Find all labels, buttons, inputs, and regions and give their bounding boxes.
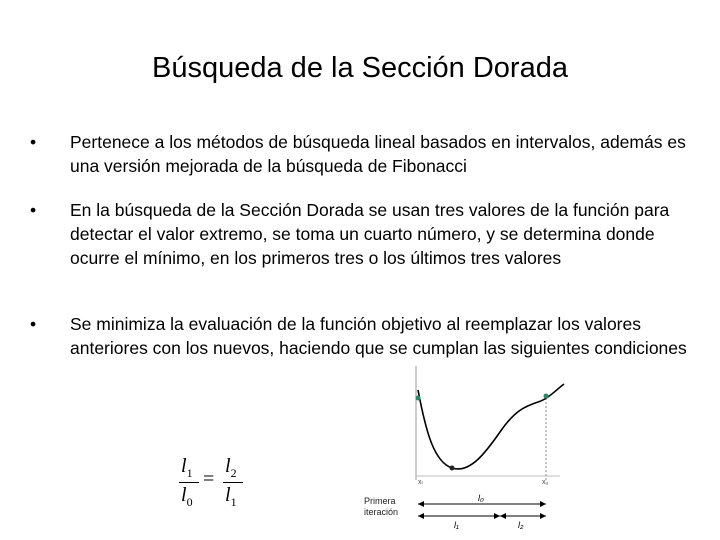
golden-section-figure	[360, 362, 600, 534]
x-right-label: xᵤ	[542, 479, 549, 486]
point-left	[416, 396, 421, 401]
arrowhead-l1-left	[418, 513, 424, 519]
x-left-label: xₗ	[418, 479, 423, 486]
bullet-dot: •	[30, 132, 37, 152]
bullet-dot: •	[30, 314, 37, 334]
golden-ratio-formula	[175, 455, 255, 515]
formula-numerator-left: $l_1$	[181, 455, 193, 480]
point-right	[544, 394, 549, 399]
l2-label: l₂	[518, 520, 524, 530]
bullet-item-1	[30, 130, 690, 178]
bullet-text-3: Se minimiza la evaluación de la función objetivo al reemplazar los valores anteriores con los nuevos, haciendo que se cumplan las siguientes condiciones	[70, 314, 687, 358]
bullet-text-2: En la búsqueda de la Sección Dorada se usan tres valores de la función para detectar el valor extremo, se toma un cuarto número, y se determina donde ocurre el mínimo, en los primeros tres o los últimos tres valores	[70, 200, 670, 268]
formula-fraction-bar-left	[179, 482, 199, 483]
formula-denominator-right: $l_1$	[225, 484, 237, 509]
function-curve	[418, 384, 564, 469]
arrowhead-l2-right	[540, 513, 546, 519]
bullet-item-3	[30, 312, 690, 360]
formula-fraction-bar-right	[223, 482, 243, 483]
formula-equals: =	[203, 468, 215, 490]
arrowhead-l0-left	[418, 501, 424, 507]
arrowhead-l0-right	[540, 501, 546, 507]
arrowhead-l1-right	[494, 513, 500, 519]
formula-numerator-right: $l_2$	[225, 455, 237, 480]
formula-denominator-left: $l_0$	[181, 484, 193, 509]
l1-label: l₁	[454, 520, 459, 530]
bullet-dot: •	[30, 200, 37, 220]
l0-label: l₀	[478, 493, 484, 503]
slide-title: Búsqueda de la Sección Dorada	[152, 52, 568, 84]
figure-caption-line1: Primera	[364, 496, 396, 506]
bullet-item-2	[30, 198, 690, 270]
arrowhead-l2-left	[500, 513, 506, 519]
point-minimum	[450, 466, 455, 471]
bullet-text-1: Pertenece a los métodos de búsqueda lineal basados en intervalos, además es una versión mejorada de la búsqueda de Fibonacci	[70, 132, 686, 176]
figure-caption-line2: iteración	[364, 507, 399, 517]
